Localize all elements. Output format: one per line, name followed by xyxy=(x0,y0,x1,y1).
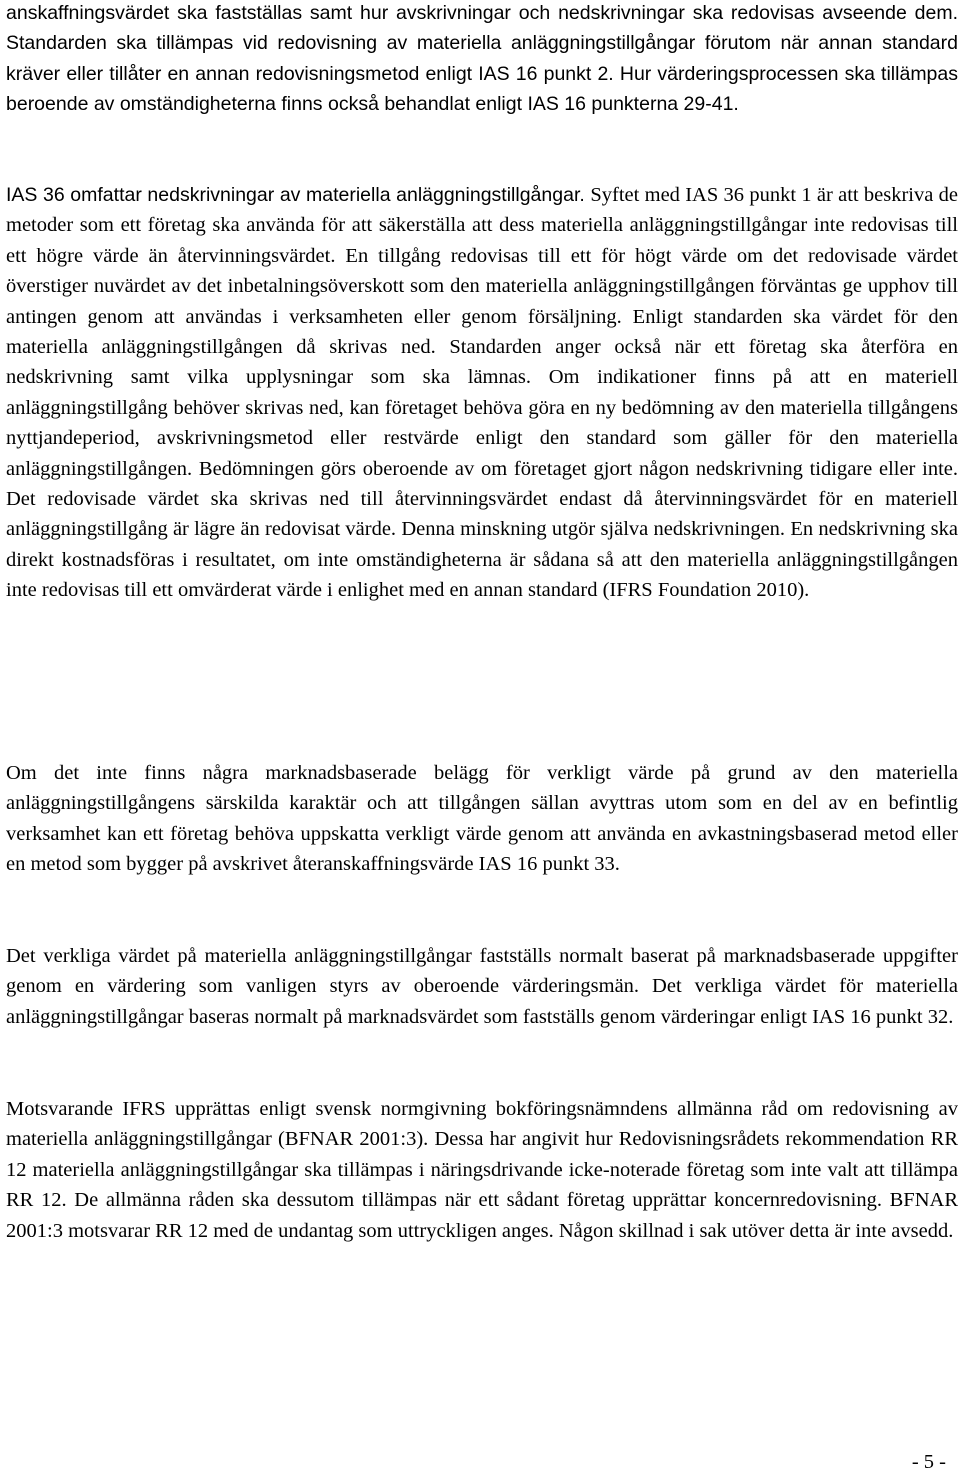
paragraph-5 xyxy=(6,1094,958,1246)
paragraph-1 xyxy=(6,0,958,120)
paragraph-4 xyxy=(6,941,958,1032)
paragraph-2-text: Syftet med IAS 36 punkt 1 är att beskriva de metoder som ett företag ska använda för att säkerställa att dess materiella anläggningstillgångar inte redovisas till ett högre värde än återvinningsvärdet. En tillgång redovisas till ett för högt värde om det redovisade värdet överstiger nuvärdet av det inbetalningsöverskott som den materiella anläggningstillgången förväntas ge upphov till antingen genom att användas i verksamheten eller genom försäljning. Enligt standarden ska värdet för den materiella anläggningstillgången då skrivas ned. Standarden anger också när ett företag ska återföra en nedskrivning samt vilka upplysningar som ska lämnas. Om indikationer finns på att en materiell anläggningstillgång behöver skrivas ned, kan företaget behöva göra en ny bedömning av den materiella tillgångens nyttjandeperiod, avskrivningsmetod eller restvärde enligt den standard som gäller för den materiella anläggningstillgången. Bedömningen görs oberoende av om företaget gjort någon nedskrivning tidigare eller inte. Det redovisade värdet ska skrivas ned till återvinningsvärdet endast då återvinningsvärdet för en materiell anläggningstillgång är lägre än redovisat värde. Denna minskning utgör själva nedskrivningen. En nedskrivning ska direkt kostnadsföras i resultatet, om inte omständigheterna är sådana så att den materiella anläggningstillgången inte redovisas till ett omvärderat värde i enlighet med en annan standard (IFRS Foundation 2010). xyxy=(6,184,958,602)
paragraph-2-lead-text: IAS 36 omfattar nedskrivningar av materiella anläggningstillgångar. xyxy=(6,184,591,206)
page-number: - 5 - xyxy=(911,1451,946,1473)
paragraph-1-text: anskaffningsvärdet ska fastställas samt hur avskrivningar och nedskrivningar ska redovisas avseende dem. Standarden ska tillämpas vid redovisning av materiella anläggningstillgångar förutom när annan standard kräver eller tillåter en annan redovisningsmetod enligt IAS 16 punkt 2. Hur värderingsprocessen ska tillämpas beroende av omständigheterna finns också behandlat enligt IAS 16 punkterna 29-41. xyxy=(6,2,958,116)
paragraph-4-text: Det verkliga värdet på materiella anläggningstillgångar fastställs normalt baserat på marknadsbaserade uppgifter genom en värdering som vanligen styrs av oberoende värderingsmän. Det verkliga värdet för materiella anläggningstillgångar baseras normalt på marknadsvärdet som fastställs genom värderingar enligt IAS 16 punkt 32. xyxy=(6,945,958,1028)
paragraph-3-text: Om det inte finns några marknadsbaserade belägg för verkligt värde på grund av den materiella anläggningstillgångens särskilda karaktär och att tillgången sällan avyttras utom som en del av en befintlig verksamhet kan ett företag behöva uppskatta verkligt värde genom att använda en avkastningsbaserad metod eller en metod som bygger på avskrivet återanskaffningsvärde IAS 16 punkt 33. xyxy=(6,762,958,876)
paragraph-2 xyxy=(6,180,958,606)
paragraph-5-text: Motsvarande IFRS upprättas enligt svensk normgivning bokföringsnämndens allmänna råd om redovisning av materiella anläggningstillgångar (BFNAR 2001:3). Dessa har angivit hur Redovisningsrådets rekommendation RR 12 materiella anläggningstillgångar ska tillämpas i näringsdrivande icke-noterade företag som inte valt att tillämpa RR 12. De allmänna råden ska dessutom tillämpas när ett sådant företag upprättar koncernredovisning. BFNAR 2001:3 motsvarar RR 12 med de undantag som uttryckligen anges. Någon skillnad i sak utöver detta är inte avsedd. xyxy=(6,1098,958,1242)
paragraph-3 xyxy=(6,758,958,880)
